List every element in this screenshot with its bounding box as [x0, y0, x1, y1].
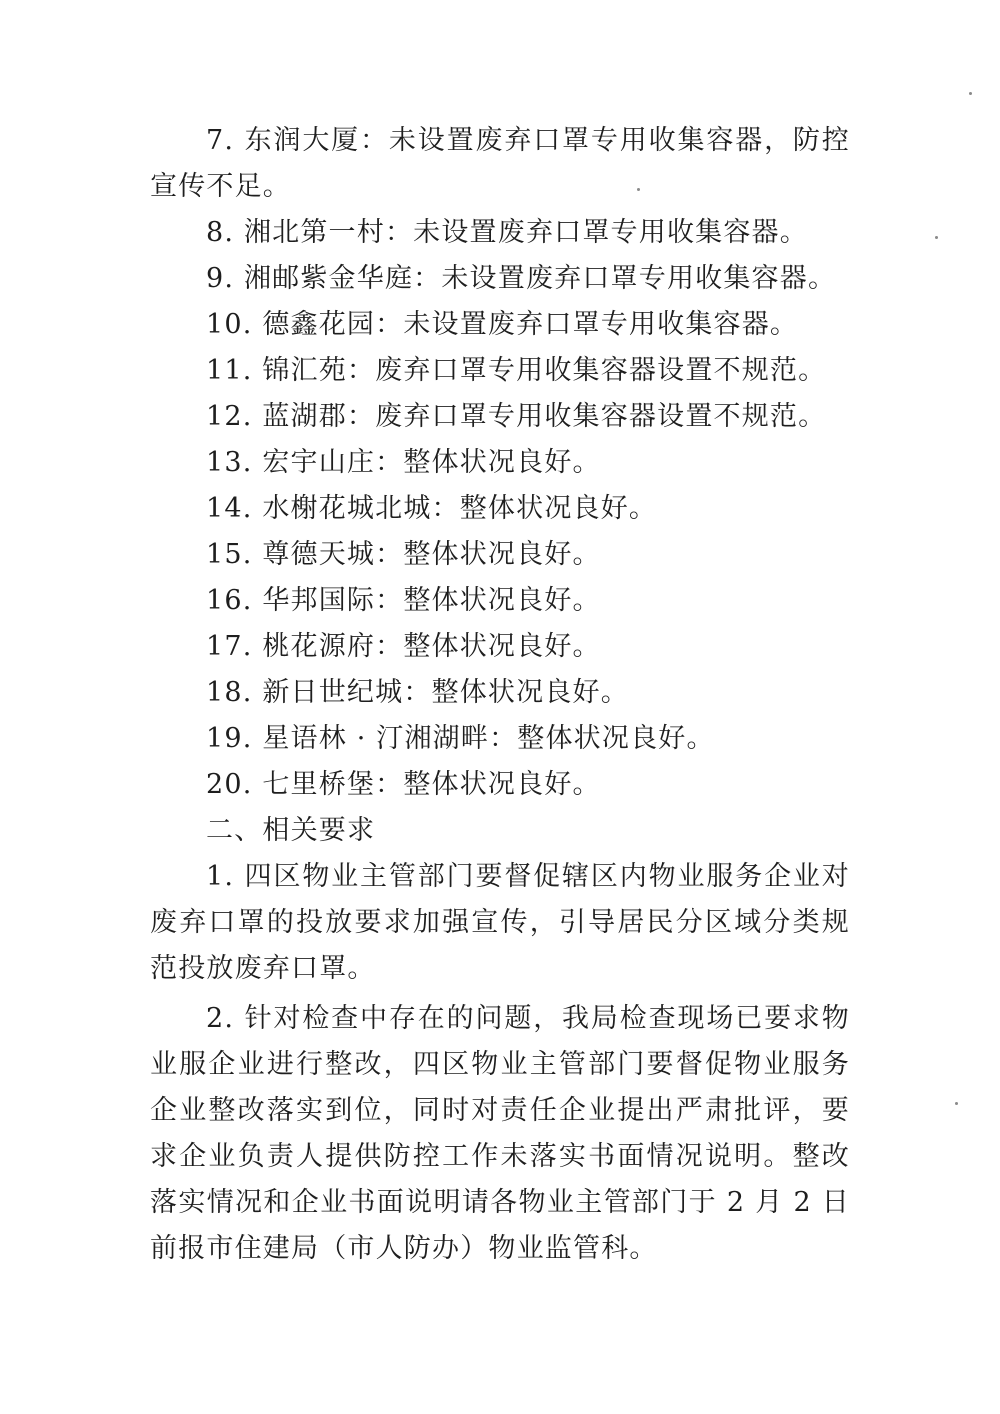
list-item-13: 13. 宏宇山庄：整体状况良好。 [206, 447, 601, 478]
list-item-9: 9. 湘邮紫金华庭：未设置废弃口罩专用收集容器。 [206, 263, 837, 294]
list-item-12: 12. 蓝湖郡：废弃口罩专用收集容器设置不规范。 [206, 401, 827, 432]
list-item-7: 7. 东润大厦：未设置废弃口罩专用收集容器，防控宣传不足。 [150, 125, 850, 202]
scan-speck [955, 1102, 958, 1105]
section-heading: 二、相关要求 [206, 815, 376, 846]
list-item-11: 11. 锦汇苑：废弃口罩专用收集容器设置不规范。 [206, 355, 827, 386]
scan-speck [969, 92, 972, 95]
scan-speck [637, 188, 640, 191]
list-item-8: 8. 湘北第一村：未设置废弃口罩专用收集容器。 [206, 217, 808, 248]
scan-speck [935, 236, 938, 239]
list-item-10: 10. 德鑫花园：未设置废弃口罩专用收集容器。 [206, 309, 799, 340]
list-item-14: 14. 水榭花城北城：整体状况良好。 [206, 493, 658, 524]
requirement-2: 2. 针对检查中存在的问题，我局检查现场已要求物业服企业进行整改，四区物业主管部门要督促物业服务企业整改落实到位，同时对责任企业提出严肃批评，要求企业负责人提供防控工作未落实书面情况说明。整改落实情况和企业书面说明请各物业主管部门于 2 月 2 日前报市住建局（市人防办）物业监管科。 [150, 1003, 850, 1264]
document-body [150, 118, 850, 1272]
requirement-1: 1. 四区物业主管部门要督促辖区内物业服务企业对废弃口罩的投放要求加强宣传，引导居民分区域分类规范投放废弃口罩。 [150, 861, 850, 984]
list-item-18: 18. 新日世纪城：整体状况良好。 [206, 677, 629, 708]
list-item-15: 15. 尊德天城：整体状况良好。 [206, 539, 601, 570]
list-item-17: 17. 桃花源府：整体状况良好。 [206, 631, 601, 662]
list-item-20: 20. 七里桥堡：整体状况良好。 [206, 769, 601, 800]
list-item-19: 19. 星语林 · 汀湘湖畔：整体状况良好。 [206, 723, 715, 754]
list-item-16: 16. 华邦国际：整体状况良好。 [206, 585, 601, 616]
